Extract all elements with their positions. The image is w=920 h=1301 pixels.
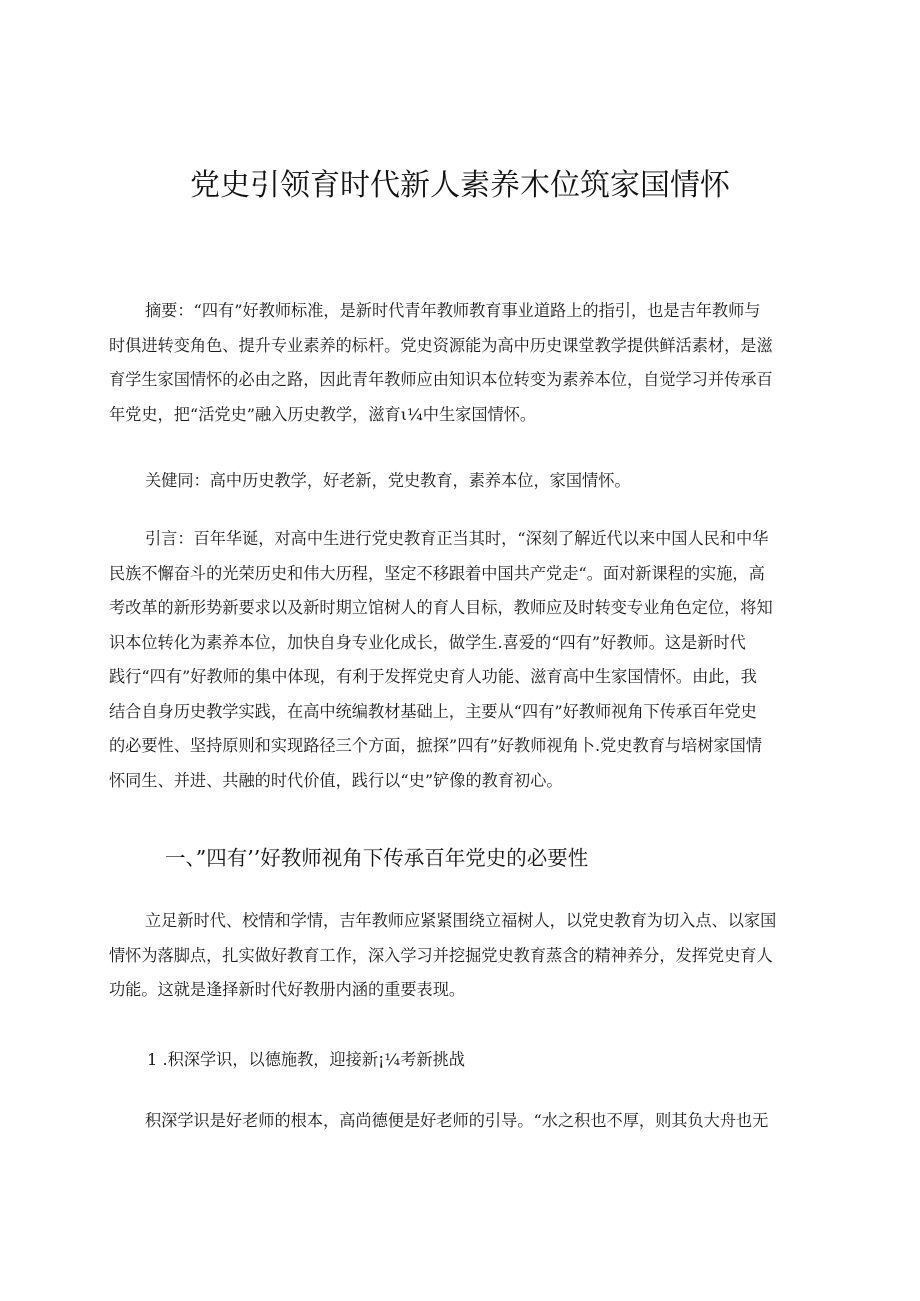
abstract-line: 摘要：“四有”好教师标准，是新时代青年教师教育事业道路上的指引，也是吉年教师与 [145,301,761,320]
abstract-line: 年党史，把“活党史”融入历史教学，滋育ι¼中生家国情怀。 [109,404,537,424]
keywords-line: 关健同：高中历史教学，好老新，党史教育，素养本位，家国情怀。 [145,471,631,490]
intro-line: 考改革的新形势新要求以及新时期立馆树人的育人目标，教师应及时转变专业角色定位，将知 [109,598,773,617]
section-line: 功能。这就是逢择新时代好教册内涵的重要表现。 [109,980,466,999]
subsection-heading: 1 .积深学识，以德施教，迎接新¡¼考新挑战 [147,1050,465,1069]
intro-line: 民族不懈奋斗的光荣历史和伟大历程，坚定不移跟着中国共产党走“。面对新课程的实施，高 [109,563,765,583]
section-paragraph [109,904,821,1008]
abstract-line: 育学生家国情怀的必由之路，因此青年教师应由知识本位转变为素养本位，自觉学习并传承百 [109,370,773,389]
intro-line: 践行“四有”好教师的集中体现，有利于发挥党史育人功能、滋育高中生家国情怀。由此，我 [109,667,757,686]
intro-paragraph [109,522,821,798]
intro-line: 怀同生、并进、共融的时代价值，践行以“史”铲像的教育初心。 [109,770,563,790]
section-line: 立足新时代、校情和学情，吉年教师应紧紧围绕立福树人，以党史教育为切入点、以家国 [145,911,777,930]
intro-line: 引言：百年华诞，对高中生进行党史教育正当其时，“深刻了解近代以来中国人民和中华 [145,529,769,548]
section-line: 情怀为落脚点，扎实做好教育工作，深入学习并挖掘党史教育蒸含的精神养分，发挥党史育人 [109,945,773,965]
document-title: 党史引领育时代新人素养木位筑家国情怀 [190,168,730,203]
section-heading: 一、”四有’’好教师视角下传承百年党史的必要性 [165,846,589,870]
keywords-paragraph [109,464,821,499]
abstract-paragraph [109,294,821,432]
abstract-line: 时俱进转变角色、提升专业素养的标杆。党史资源能为高中历史课堂教学提供鲜活素材，是滋 [109,335,773,355]
subsection-paragraph [109,1104,821,1139]
intro-line: 结合自身历史教学实践，在高中统编教材基础上，主要从“四有”好教师视角下传承百年党史 [109,701,757,721]
subsection-line: 积深学识是好老师的根本，高尚德便是好老师的引导。“水之积也不厚，则其负大舟也无 [145,1111,769,1130]
intro-line: 的必要性、坚持原则和实现路径三个方面，摭探”四有”好教师视角卜.党史教育与培树家国情 [109,736,763,755]
intro-line: 识本位转化为素养本位，加快自身专业化成长，做学生.喜爱的“四有”好教师。这是新时代 [109,632,746,652]
